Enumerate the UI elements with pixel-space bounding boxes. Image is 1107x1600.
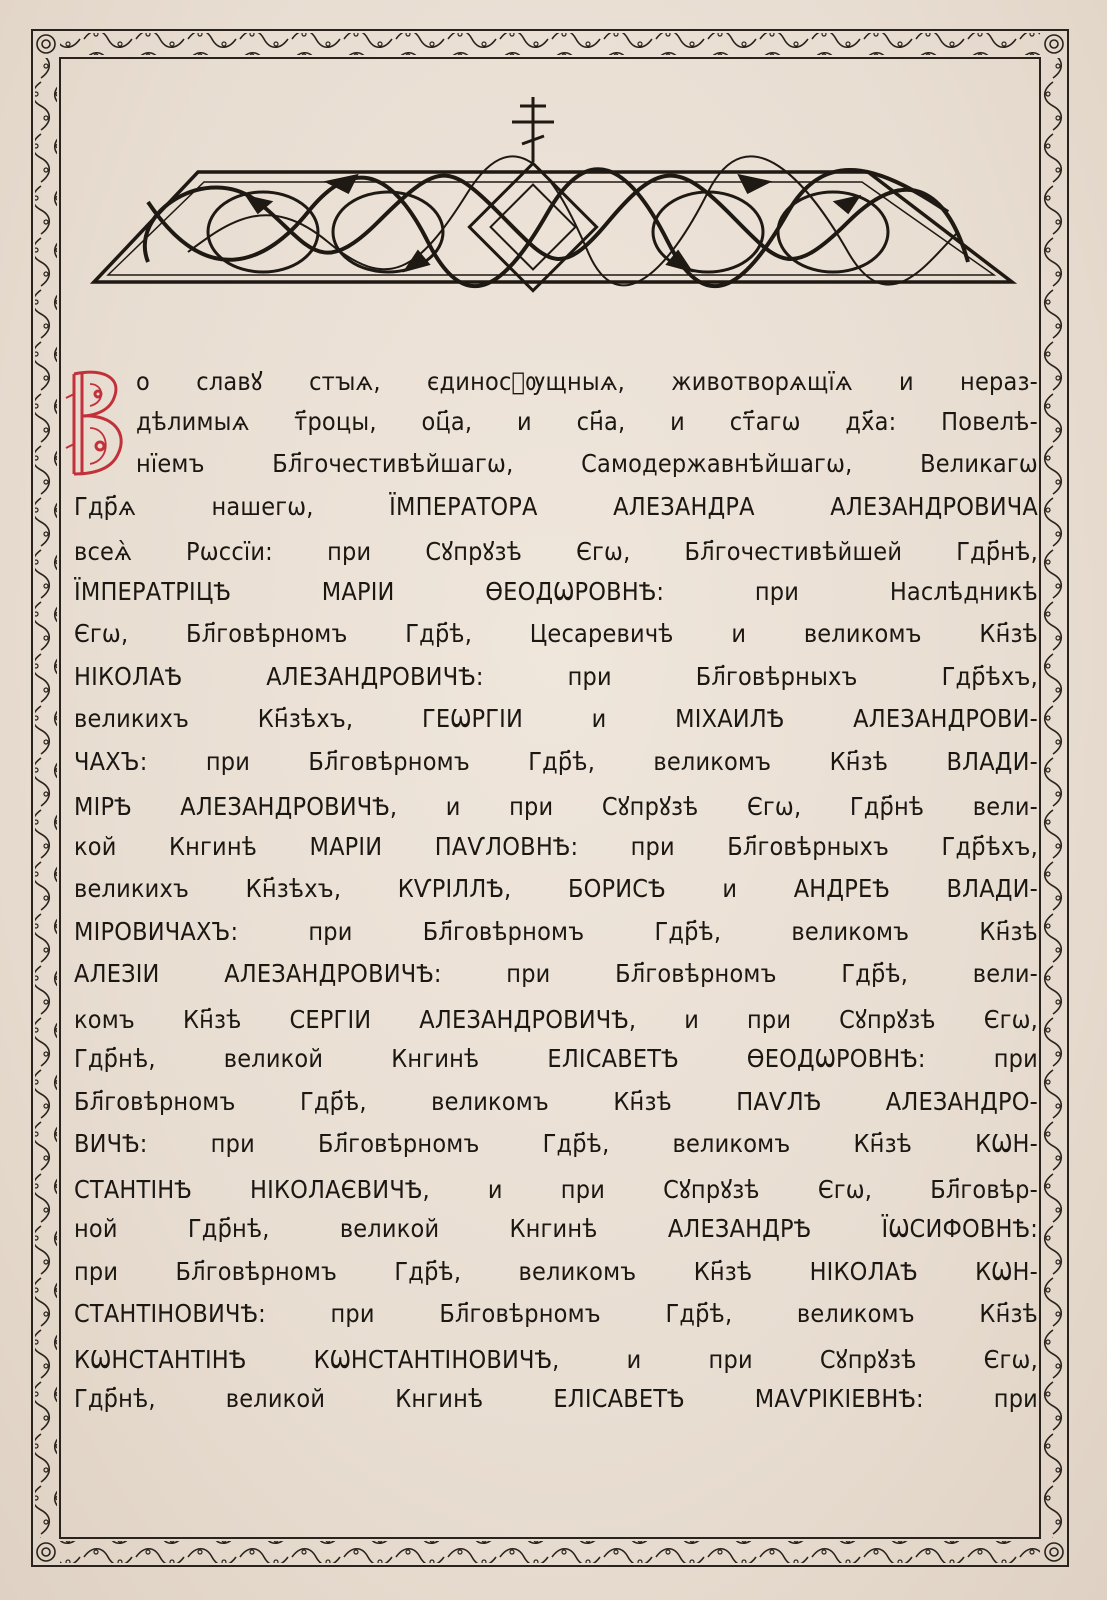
word: комъ [74,1004,136,1034]
word: дѣлимыѧ [136,406,250,436]
word: великой [225,1384,326,1413]
word: МІРОВИЧАХЪ: [74,916,239,946]
word: СТАНТІНОВИЧѢ: [74,1299,266,1328]
text-line [74,1214,1038,1257]
word: при [708,1344,753,1374]
word: ВИЧѢ: [74,1129,148,1158]
text-line [74,917,1038,960]
word: Кн҃зѣ [979,916,1038,946]
word: при [506,959,551,988]
word: Бл҃говѣрномъ [175,1256,338,1286]
word: Гдр҃ѣ, [841,959,909,988]
word: АЛЕЗАНДРОВИЧѢ: [266,661,484,691]
word: при [330,1299,375,1328]
word: при [205,746,251,776]
text-line [74,449,1038,492]
word: АЛЕЗАНДРОВИ- [853,704,1038,733]
word: Повелѣ- [941,406,1038,436]
text-line [74,832,1038,875]
word: ст҃агѡ [729,406,801,436]
text-line [74,364,1038,407]
word: Сꙋпрꙋзѣ [839,1004,936,1034]
text-line [74,1257,1038,1300]
word: Єгѡ, [983,1344,1038,1374]
word: и [670,406,685,436]
text-line [74,534,1038,577]
word: Гдр҃ѣ, [299,1086,367,1116]
word: ной [74,1214,118,1243]
word: Єгѡ, [817,1174,873,1204]
word: ЕЛІСАВЕТѢ [553,1384,685,1413]
word: Кн҃зѣхъ, [245,874,342,903]
text-line [74,1044,1038,1087]
word: кой [74,831,117,861]
word: т҃роцы, [294,406,377,436]
word: великомъ [796,1299,915,1328]
word: МАРІИ [321,576,395,606]
text-block [74,364,1038,1427]
word: Кн҃зѣ [693,1256,753,1286]
word: Рѡссїи: [185,537,273,566]
word: дх҃а: [845,406,897,436]
word: и [626,1344,642,1374]
word: и [591,704,607,733]
word: Кнгинѣ [168,831,258,861]
word: Гдр҃нѣ, [74,1384,156,1413]
word: великой [223,1044,324,1073]
word: ГЕѠРГІИ [421,704,523,733]
word: Гдр҃ѣ, [394,1256,462,1286]
word: всеѧ̀ [74,537,132,566]
word: великихъ [74,704,190,733]
text-line [74,492,1038,535]
text-line [74,874,1038,917]
word: ЕЛІСАВЕТѢ [547,1044,679,1073]
word: Кн҃зѣ [182,1004,242,1034]
text-line [74,1129,1038,1172]
word: Гдр҃ѣхъ, [941,661,1038,691]
word: Бл҃говѣрномъ [439,1299,601,1328]
word: Бл҃говѣрномъ [317,1129,480,1158]
word: Кн҃зѣ [853,1129,913,1158]
word: сн҃а, [576,406,626,436]
word: Бл҃говѣрномъ [615,959,777,988]
word: Гдр҃ѣ, [405,619,473,648]
word: великомъ [672,1129,791,1158]
word: Гдр҃нѣ [849,792,925,821]
word: МІРѢ [74,792,132,821]
word: Цесаревичѣ [529,619,674,648]
word: великой [339,1214,440,1243]
text-line [74,1342,1038,1385]
word: МАРІИ [309,831,383,861]
word: стꙑѧ, [309,367,381,396]
word: Сꙋпрꙋзѣ [601,792,699,821]
word: Гдр҃ѣхъ, [941,831,1038,861]
word: АЛЕЗІИ [74,959,160,988]
word: Кнгинѣ [391,1044,480,1073]
word: КѠН- [975,1256,1038,1286]
word: ВЛАДИ- [946,746,1038,776]
word: ѲЕОДѠРОВНѢ: [485,576,665,606]
word: нїемъ [136,449,205,478]
word: славꙋ [196,367,263,396]
word: о [136,367,150,396]
word: Єгѡ, [983,1004,1038,1034]
word: Бл҃говѣрномъ [74,1086,236,1116]
word: и [445,792,461,821]
word: КѠНСТАНТІНОВИЧѢ, [313,1344,560,1374]
word: Гдр҃ѣ, [665,1299,733,1328]
word: АЛЕЗАНДРОВИЧѢ, [419,1004,637,1034]
word: ВЛАДИ- [946,874,1038,903]
word: при [560,1174,606,1204]
word: Кн҃зѣхъ, [257,704,354,733]
word: Бл҃говѣр- [930,1174,1038,1204]
word: КѠН- [975,1129,1038,1158]
word: нашегѡ, [211,491,314,521]
word: оц҃а, [421,406,473,436]
word: и [517,406,532,436]
word: Сꙋпрꙋзѣ [663,1174,760,1204]
text-line [74,704,1038,747]
text-line [74,747,1038,790]
word: ЇѠСИФОВНѢ: [881,1214,1038,1243]
word: Великагѡ [920,449,1038,478]
word: СТАНТІНѢ [74,1174,192,1204]
word: животворѧщїѧ [671,367,853,396]
word: великомъ [803,619,922,648]
word: и [684,1004,700,1034]
text-line [74,1087,1038,1130]
word: КѠНСТАНТІНѢ [74,1344,247,1374]
word: КѴРІЛЛѢ, [397,874,512,903]
word: Кн҃зѣ [829,746,889,776]
word: АЛЕЗАНДРѢ [667,1214,812,1243]
text-line [74,1384,1038,1427]
word: АЛЕЗАНДРА [613,491,755,521]
word: Бл҃говѣрномъ [186,619,348,648]
word: Бл҃говѣрномъ [308,746,470,776]
interlace-headpiece [88,92,1018,317]
word: и [731,619,747,648]
word: вели- [972,792,1038,821]
word: Бл҃говѣрныхъ [695,661,858,691]
word: при [210,1129,255,1158]
word: при [327,537,372,566]
word: Самодержавнѣйшагѡ, [581,449,853,478]
word: ЇМПЕРАТОРА [389,491,538,521]
word: Бл҃говѣрномъ [422,916,585,946]
word: при [509,792,554,821]
text-line [74,662,1038,705]
word: Єгѡ, [576,537,631,566]
text-line [74,1172,1038,1215]
word: Гдр҃нѣ, [956,537,1038,566]
word: Наслѣдникѣ [889,576,1038,606]
word: СЕРГІИ [289,1004,372,1034]
word: Кн҃зѣ [979,619,1038,648]
text-line [74,407,1038,450]
word: Гдр҃ѣ, [654,916,722,946]
word: нераз- [960,367,1038,396]
word: и [898,367,914,396]
word: Єгѡ, [747,792,802,821]
word: ПАѴЛОВНѢ: [434,831,579,861]
word: АЛЕЗАНДРОВИЧА [830,491,1038,521]
word: Кн҃зѣ [613,1086,672,1116]
word: при [993,1384,1038,1413]
word: при [754,576,800,606]
word: Єгѡ, [74,619,129,648]
word: вели- [972,959,1038,988]
word: Сꙋпрꙋзѣ [425,537,523,566]
word: АНДРЕѢ [793,874,890,903]
text-line [74,789,1038,832]
word: ЇМПЕРАТРІЦѢ [74,576,232,606]
word: великомъ [431,1086,550,1116]
word: МІХАИЛѢ [675,704,785,733]
word: Гдр҃ѧ [74,491,136,521]
text-line [74,959,1038,1002]
word: при [630,831,675,861]
word: и [722,874,738,903]
headpiece-ornament-svg [88,92,1018,317]
word: ѲЕОДѠРОВНѢ: [746,1044,926,1073]
word: Бл҃гочестивѣйшагѡ, [272,449,514,478]
word: великомъ [653,746,772,776]
word: Кн҃зѣ [979,1299,1038,1328]
word: великихъ [74,874,190,903]
word: НІКОЛАѢ [74,661,183,691]
word: АЛЕЗАНДРО- [885,1086,1038,1116]
word: при [746,1004,792,1034]
word: єдинос꙯ѹщныѧ, [426,367,625,396]
text-line [74,577,1038,620]
word: НІКОЛАЄВИЧѢ, [250,1174,430,1204]
word: АЛЕЗАНДРОВИЧѢ, [180,792,398,821]
word: БОРИСѢ [567,874,666,903]
word: НІКОЛАѢ [809,1256,918,1286]
word: ЧАХЪ: [74,746,148,776]
word: великомъ [791,916,910,946]
word: Бл҃гочестивѣйшей [684,537,903,566]
word: АЛЕЗАНДРОВИЧѢ: [224,959,442,988]
word: Гдр҃нѣ, [74,1044,156,1073]
text-line [74,619,1038,662]
word: при [993,1044,1038,1073]
word: при [308,916,353,946]
word: МАѴРІКІЕВНѢ: [754,1384,924,1413]
text-line [74,1299,1038,1342]
word: Кнгинѣ [509,1214,598,1243]
word: Сꙋпрꙋзѣ [819,1344,917,1374]
word: Гдр҃ѣ, [528,746,596,776]
word: Бл҃говѣрныхъ [727,831,890,861]
text-line [74,1002,1038,1045]
word: Гдр҃нѣ, [187,1214,270,1243]
word: и [487,1174,503,1204]
word: ПАѴЛѢ [736,1086,822,1116]
word: Кнгинѣ [395,1384,484,1413]
word: великомъ [518,1256,637,1286]
word: при [74,1256,119,1286]
word: при [567,661,612,691]
word: Гдр҃ѣ, [542,1129,610,1158]
